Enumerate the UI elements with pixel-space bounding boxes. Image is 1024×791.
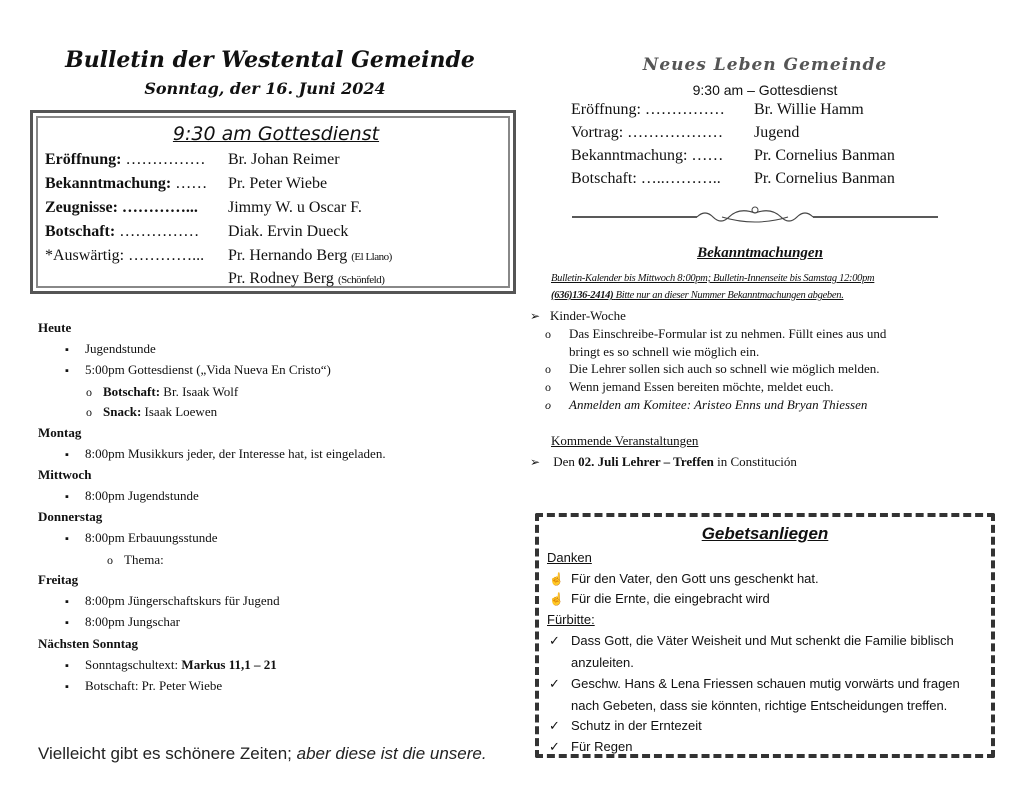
list-item: ▪ 8:00pm Jugendstunde (38, 486, 386, 508)
list-item: ✓ Für Regen (547, 737, 977, 758)
list-item: o Botschaft: Br. Isaak Wolf (38, 382, 386, 403)
list-item: ▪ 8:00pm Jüngerschaftskurs für Jugend (38, 591, 386, 613)
service-row: Pr. Rodney Berg (Schönfeld) (228, 270, 385, 287)
service-row: Zeugnisse: …………... Jimmy W. u Oscar F. (45, 199, 362, 216)
list-item: ▪ Botschaft: Pr. Peter Wiebe (38, 676, 386, 698)
prayer-subheading: Fürbitte: (547, 611, 595, 627)
weekly-schedule (38, 318, 386, 698)
list-item: ▪ 8:00pm Jungschar (38, 612, 386, 634)
announcements-heading: Bekanntmachungen (697, 245, 823, 261)
announcement-list (530, 307, 886, 414)
bulletin-title: Bulletin der Westental Gemeinde (65, 47, 475, 73)
list-item: o Anmelden am Komitee: Aristeo Enns und Bryan Thiessen (530, 396, 886, 414)
service-row: Botschaft: …..……….. Pr. Cornelius Banman (571, 170, 895, 187)
list-item: o Die Lehrer sollen sich auch so schnell wie möglich melden. (530, 360, 886, 378)
service-row: Vortrag: ……………… Jugend (571, 124, 800, 141)
list-item: ▪ Jugendstunde (38, 339, 386, 361)
prayer-list (547, 548, 977, 757)
upcoming-heading: Kommende Veranstaltungen (551, 433, 699, 448)
service-row: Bekanntmachung: …… Pr. Peter Wiebe (45, 175, 328, 192)
list-item: o Das Einschreibe-Formular ist zu nehmen. Füllt eines aus und (530, 325, 886, 343)
list-item: ▪ Sonntagschultext: Markus 11,1 – 21 (38, 655, 386, 677)
service-row: *Auswärtig: …………... Pr. Hernando Berg (El Llano) (45, 247, 392, 264)
list-item: ➢ Kinder-Woche (530, 307, 886, 325)
day-heading: Mittwoch (38, 467, 92, 483)
list-item: ✓ Schutz in der Erntezeit (547, 716, 977, 737)
service-row: Eröffnung: …………… Br. Willie Hamm (571, 101, 864, 118)
list-item: o Thema: (38, 550, 386, 571)
prayer-subheading: Danken (547, 550, 592, 565)
day-heading: Heute (38, 320, 72, 335)
list-item: o Snack: Isaak Loewen (38, 402, 386, 423)
prayer-title: Gebetsanliegen (701, 524, 829, 543)
list-item: ✓ Geschw. Hans & Lena Friessen schauen mutig vorwärts und fragen nach Gebeten, dass sie könnten, richtige Entscheidungen treffen. (547, 673, 977, 716)
list-item: ▪ 8:00pm Erbauungsstunde (38, 528, 386, 550)
list-item: ☝ Für die Ernte, die eingebracht wird (547, 589, 977, 610)
list-item: ▪ 8:00pm Musikkurs jeder, der Interesse hat, ist eingeladen. (38, 444, 386, 466)
upcoming-item: ➢ Den 02. Juli Lehrer – Treffen in Constitución (530, 454, 797, 470)
list-item: o Wenn jemand Essen bereiten möchte, meldet euch. (530, 378, 886, 396)
day-heading: Montag (38, 424, 82, 440)
list-item: bringt es so schnell wie möglich ein. (569, 344, 760, 359)
second-church-title: Neues Leben Gemeinde (642, 55, 888, 75)
announcements-note: Bulletin-Kalender bis Mittwoch 8:00pm; Bulletin-Innenseite bis Samstag 12:00pm (636)136-2414) Bitte nur an dieser Nummer Bekanntmachungen abgeben. (551, 273, 875, 301)
second-service-time: 9:30 am – Gottesdienst (692, 82, 838, 98)
list-item: ☝ Für den Vater, den Gott uns geschenkt hat. (547, 569, 977, 590)
service-row: Bekanntmachung: …… Pr. Cornelius Banman (571, 147, 895, 164)
ornament-divider (572, 204, 938, 228)
service-row: Eröffnung: …………… Br. Johan Reimer (45, 151, 340, 168)
bulletin-date: Sonntag, der 16. Juni 2024 (144, 79, 386, 98)
day-heading: Nächsten Sonntag (38, 635, 139, 651)
service-box-title: 9:30 am Gottesdienst (172, 123, 380, 145)
day-heading: Freitag (38, 572, 79, 588)
list-item: ▪ 5:00pm Gottesdienst („Vida Nueva En Cristo“) (38, 360, 386, 382)
closing-quote: Vielleicht gibt es schönere Zeiten; aber diese ist die unsere. (38, 744, 487, 763)
list-item: ✓ Dass Gott, die Väter Weisheit und Mut schenkt die Familie biblisch anzuleiten. (547, 630, 977, 673)
service-row: Botschaft: …………… Diak. Ervin Dueck (45, 223, 349, 240)
day-heading: Donnerstag (38, 509, 103, 525)
service-box (30, 110, 516, 294)
